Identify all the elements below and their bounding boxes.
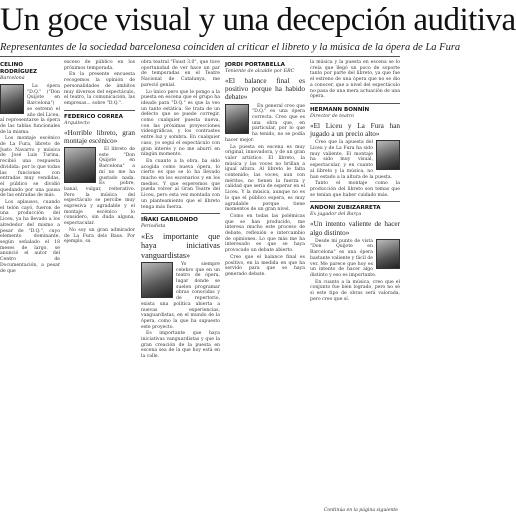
- interviewee-name: IÑAKI GABILONDO: [141, 217, 198, 224]
- article-paragraph: la música y la puesta en escena se lo creía que llegó un poco de soporte tanto por parte del libreto, ya que fue el estreno de una ópera que no se dio a conocer, que a nivel del espectáculo no pasa de una mera actuación de una ópera.: [310, 60, 400, 100]
- pull-quote: «Es importante que haya iniciativas vanguardistas»: [141, 232, 220, 260]
- interviewee-photo: [376, 239, 400, 269]
- column-4: [225, 60, 305, 512]
- interview-paragraph: Creo que el balance final es positivo, en la medida en que ha servido para que se haya generado debate.: [225, 254, 305, 277]
- article-paragraph: En cuanto a la obra, ha sido acogida como nueva ópera, lo cierto es que se lo ha llevado mucho en los escenarios y en los medios. Y que esperemos que pueda volver al Gran Teatre del Liceu, pero esta vez montada con un planteamiento que el libreto tenga más fuerza.: [141, 158, 220, 210]
- column-3: [141, 60, 220, 512]
- interviewee-role: Arquitecto: [64, 120, 90, 126]
- interviewee-name: FEDERICO CORREA: [64, 113, 123, 120]
- interviewee-role: Periodista: [141, 224, 166, 230]
- headline: Un goce visual y una decepción auditiva: [0, 2, 516, 38]
- column-5: [310, 60, 400, 512]
- section-divider: [141, 213, 220, 214]
- pull-quote: «El Liceu y La Fura han jugado a un precio alto»: [310, 121, 400, 139]
- interviewee-photo: [64, 147, 96, 183]
- interview-paragraph: En general creo que "D.Q." es una ópera correcta. Creo que es una obra que, en particular, por lo que ha tenido, no se podía hacer mejor.: [225, 103, 305, 143]
- interviewee-role: Director de teatro: [310, 113, 355, 119]
- interviewee-name: HERMANN BONNÍN: [310, 106, 370, 113]
- article-paragraph: La ópera "D.Q." ("Don Quijote en Barcelona") se estrenó el año del Liceu, al representarse la ópera de las tablas funcionales de la misma.: [0, 84, 60, 135]
- interviewee-role: Ex jugador del Barça: [310, 212, 362, 218]
- section-divider: [64, 110, 135, 111]
- section-divider: [310, 201, 400, 202]
- article-paragraph: Los aplausos, cuando el telón cayó, fueron de una producción del Liceu, ya ha llevado a los alrededor del mismo a pesar de "D.Q.", cuyo elemento dominante, según señalado el 18 meses de largo, se anunció el autor del Centro de Documentación, a pesar de que: [0, 200, 60, 274]
- article-paragraph: En la presente encuesta recogemos la opinión de personalidades de ámbitos muy diversos del espectáculo, el teatro, la comunicación, las empresas... sobre "D.Q.".: [64, 72, 135, 106]
- interview-paragraph: Como en todas las polémicas que se han producido, me interesa mucho este proceso de debate, reflexión e intercambio de opiniones. Lo que más me ha interesado es que se haya provocado un debate abierto.: [225, 213, 305, 254]
- column-2: [64, 60, 135, 512]
- interviewee-role: Teniente de alcalde por ERC: [225, 69, 295, 74]
- portrait-photo: [0, 84, 24, 114]
- pull-quote: «Un intento valiente de hacer algo distinto»: [310, 220, 400, 237]
- interview-paragraph: Tanto el montaje como la producción del libreto son temas que se tenían que haber cuidado más.: [310, 181, 400, 198]
- interview-paragraph: La puesta en escena es muy original, innovadora, y de un gran valor artístico. El libreto, la música y las voces no brillan a igual altura. Al libreto le falta contenido; las voces, aun con méritos, no tienen la fuerza y calidad que sería de esperar en el Liceu. Y la música, aunque no es lo que el público espera, es muy agradable porque tiene momentos de un gran nivel.: [225, 144, 305, 213]
- column-1: [0, 60, 60, 512]
- interview-paragraph: No soy un gran admirador de La Fura dels Baus. Por ejemplo, su: [64, 227, 135, 245]
- article-paragraph: exceso de público en los próximos temporada.: [64, 60, 135, 71]
- section-divider: [310, 103, 400, 104]
- interview-paragraph: Desde mi punto de vista "Don Quijote en Barcelona" es una ópera bastante valiente y fácil de ver. Me parece que hoy es un intento de hacer algo distinto y eso es importante.: [310, 238, 377, 278]
- article-paragraph: obra teatral "Faust 3.0", que tuve oportunidad de ver hace un par de temporadas en el Teatre Nacional de Catalunya, me pareció genial.: [141, 60, 220, 88]
- interviewee-name: ANDONI ZUBIZARRETA: [310, 205, 381, 212]
- pull-quote: «El balance final es positivo porque ha habido debate»: [225, 77, 305, 102]
- author-place: Barcelona: [0, 76, 25, 81]
- article-paragraph: Los montaje escénico de La Fura, libreto de Justo Navarro y música de José Luis Turina, recibió una respuesta dividida: por lo que todas las funciones con entradas muy vendidas, el público se dividió quedando por una pausa de las entradas de más.: [0, 136, 60, 199]
- interviewee-photo: [141, 262, 173, 298]
- continues-note: Continúa en la página siguiente: [323, 508, 398, 513]
- interviewee-name: JORDI PORTABELLA: [225, 62, 285, 68]
- interview-paragraph: Es importante que haya iniciativas vanguardistas y que la gran creación de la puesta en escena sea de la que hoy está en la calle.: [141, 331, 220, 360]
- interview-paragraph: Creo que la apuesta del Liceu y de La Fura ha sido muy valiente. El montaje ha sido muy visual, espectacular, y en cuanto al libreto y la música, no han estado a la altura de la puesta.: [310, 140, 393, 180]
- interview-paragraph: En cuanto a la música, creo que el conjunto fue bien logrado, pero no sé si este tipo de obras será valorada, pero creo que sí.: [310, 279, 400, 302]
- interviewee-photo: [225, 104, 249, 134]
- subhead: Representantes de la sociedad barcelonesa coinciden al criticar el libreto y la música de la ópera de La Fura: [0, 40, 400, 57]
- interview-paragraph: El libreto de este "Don Quijote en Barcelona" a mí no me ha gustado nada. Es pobre, banal, vulgar, reiterativo. Pero la música del espectáculo se percibe muy expresiva y agradable y el montaje escénico lo considero, sin duda alguna, espectacular.: [64, 147, 135, 227]
- author-byline: CELINO RODRÍGUEZ: [0, 62, 38, 75]
- article-paragraph: Lo único pero que le pongo a la puesta en escena que el grupo ha ideado para "D.Q." es que la veo un tanto estática. Se trata de un defecto que se puede corregir, como cualquier puesta nueva, con las próximas proyecciones videográficas, y los contrastes entre luz y sombra. En cualquier caso, yo seguí el espectáculo con gran interés y no me aburrí en ningún momento.: [141, 89, 220, 158]
- pull-quote: «Horrible libreto, gran montaje escénico»: [64, 128, 135, 145]
- interviewee-photo: [376, 140, 400, 170]
- interview-paragraph: Yo siempre celebro que en un teatro de ópera, lugar donde se suelen programar obras conocidas y de repertorio, exista una política abierta a nuevas experiencias, vanguardistas, en el mundo de la ópera, como la que ha supuesto este proyecto.: [141, 261, 220, 330]
